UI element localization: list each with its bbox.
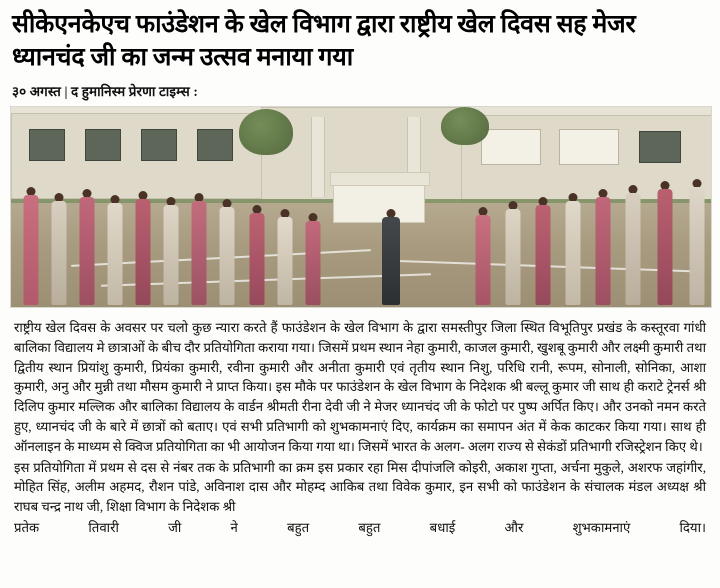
photo-person bbox=[49, 193, 69, 305]
photo-person bbox=[217, 199, 237, 305]
photo-person bbox=[105, 195, 125, 305]
photo-person bbox=[563, 193, 583, 305]
byline: ३० अगस्त | द हुमानिस्म प्रेरणा टाइम्स : bbox=[12, 84, 198, 99]
photo-person bbox=[655, 181, 675, 305]
photo-person bbox=[133, 191, 153, 305]
article-body bbox=[14, 318, 706, 538]
photo-pillar bbox=[311, 117, 325, 197]
article-paragraph: राष्ट्रीय खेल दिवस के अवसर पर चलो कुछ न्यारा करते हैं फाउंडेशन के खेल विभाग के द्वारा समस्तीपुर जिला स्थित विभूतिपुर प्रखंड के कस्तूरवा गांधी बालिका विद्यालय मे छात्राओं के बीच दौर प्रतियोगिता कराया गया। जिसमें प्रथम स्थान नेहा कुमारी, काजल कुमारी, खुशबू कुमारी और लक्ष्मी कुमारी तथा द्वितीय स्थान प्रियांशु कुमारी, प्रियंका कुमारी, रवीना कुमारी और अनीता कुमारी एवं तृतीय स्थान निशु, परिधि रानी, रूपम, सोनाली, सोनिका, आशा कुमारी, अनु और मुन्नी तथा मौसम कुमारी ने प्राप्त किया। इस मौके पर फाउंडेशन के खेल विभाग के निदेशक श्री बल्लू कुमार जी साथ ही कराटे ट्रेनर्स श्री दिलिप कुमार मल्लिक और बालिका विद्यालय के वार्डन श्रीमती रीना देवी जी ने मेजर ध्यानचंद जी के फोटो पर पुष्प अर्पित किए। और उनको नमन करते हुए, ध्यानचंद जी के बारे में छात्रों को बताए। एवं सभी प्रतिभागी को शुभकामनाएं दिए, कार्यक्रम का समापन अंत में केक काटकर किया गया। साथ ही ऑनलाइन के माध्यम से क्विज प्रतियोगिता का भी आयोजन किया गया था। जिसमें भारत के अलग- अलग राज्य से सेकंडों प्रतिभागी रजिस्ट्रेशन किए थे। bbox=[14, 320, 706, 454]
photo-person bbox=[303, 213, 323, 305]
photo-person bbox=[623, 185, 643, 305]
photo-person bbox=[593, 189, 613, 305]
photo-person bbox=[687, 179, 707, 305]
photo-person bbox=[275, 209, 295, 305]
photo-person bbox=[77, 189, 97, 305]
article-photo bbox=[10, 106, 712, 308]
photo-window bbox=[639, 131, 681, 163]
photo-window bbox=[29, 129, 65, 161]
article-paragraph: इस प्रतियोगिता में प्रथम से दस से नंबर तक के प्रतिभागी का क्रम इस प्रकार रहा मिस दीपांजलि कोइरी, अकाश गुप्ता, अर्चना मुकुले, अशरफ जहांगीर, मोहित सिंह, अलीम अहमद, रौशन पांडे, अविनाश दास और मोहम्द आकिब तथा विवेक कुमार, इन सभी को फाउंडेशन के संचालक मंडल अध्यक्ष श्री राघब चन्द्र नाथ जी, शिक्षा विभाग के निदेशक श्री bbox=[14, 459, 706, 515]
photo-person-organizer bbox=[379, 209, 403, 305]
photo-person bbox=[473, 207, 493, 305]
photo-person bbox=[189, 193, 209, 305]
article-paragraph: प्रतेक तिवारी जी ने बहुत बहुत बधाई और शुभकामनाएं दिया। bbox=[14, 519, 706, 535]
photo-window bbox=[141, 129, 177, 161]
photo-person bbox=[503, 201, 523, 305]
photo-person bbox=[21, 187, 41, 305]
photo-person bbox=[533, 197, 553, 305]
photo-wall-plaque bbox=[559, 129, 619, 165]
photo-window bbox=[197, 129, 233, 161]
photo-wall-plaque bbox=[481, 129, 541, 165]
photo-tree bbox=[441, 107, 489, 145]
photo-window bbox=[85, 129, 121, 161]
page-title: सीकेएनकेएच फाउंडेशन के खेल विभाग द्वारा राष्ट्रीय खेल दिवस सह मेजर ध्यानचंद जी का जन्म उत्सव मनाया गया bbox=[12, 11, 636, 71]
photo-person bbox=[161, 197, 181, 305]
photo-person bbox=[247, 205, 267, 305]
photo-tree bbox=[239, 109, 293, 155]
